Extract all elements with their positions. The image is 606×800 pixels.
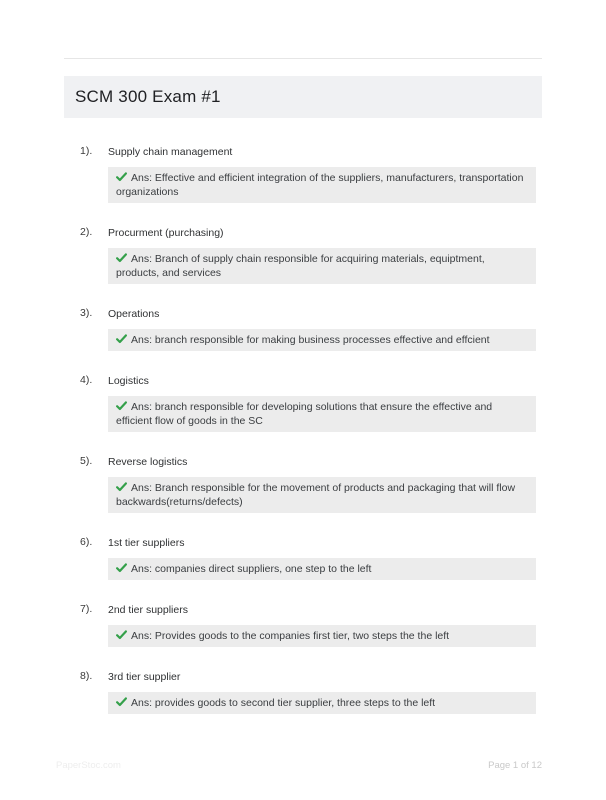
- question-row: [64, 146, 542, 158]
- qa-item: [64, 671, 542, 714]
- divider: [64, 58, 542, 59]
- page-title: SCM 300 Exam #1: [75, 87, 221, 106]
- qa-item: [64, 537, 542, 580]
- check-icon: [116, 172, 127, 182]
- qa-item: [64, 604, 542, 647]
- check-icon: [116, 253, 127, 263]
- question-number: 6).: [80, 535, 93, 548]
- answer-box: [108, 329, 536, 351]
- question-text: 1st tier suppliers: [108, 537, 185, 549]
- watermark: PaperStoc.com: [56, 760, 121, 771]
- document-title-block: [64, 76, 542, 118]
- answer-text: Ans: branch responsible for developing solutions that ensure the effective and efficient flow of goods in the SC: [116, 401, 493, 427]
- check-icon: [116, 334, 127, 344]
- answer-text: Ans: Branch responsible for the movement of products and packaging that will flow backwards(returns/defects): [116, 482, 516, 508]
- answer-box: [108, 692, 536, 714]
- answer-text: Ans: provides goods to second tier supplier, three steps to the left: [131, 697, 436, 709]
- question-text: Supply chain management: [108, 146, 233, 158]
- answer-text: Ans: Branch of supply chain responsible for acquiring materials, equiptment, products, and services: [116, 253, 485, 279]
- question-row: [64, 671, 542, 683]
- question-row: [64, 604, 542, 616]
- check-icon: [116, 563, 127, 573]
- answer-text: Ans: branch responsible for making business processes effective and effcient: [131, 334, 490, 346]
- question-number: 8).: [80, 669, 93, 682]
- answer-box: [108, 396, 536, 432]
- answer-text: Ans: Provides goods to the companies first tier, two steps the the left: [131, 630, 450, 642]
- page-footer: [0, 760, 606, 771]
- question-number: 5).: [80, 454, 93, 467]
- question-text: Operations: [108, 308, 160, 320]
- page-number: Page 1 of 12: [488, 760, 542, 771]
- qa-item: [64, 146, 542, 203]
- question-text: Reverse logistics: [108, 456, 188, 468]
- answer-box: [108, 477, 536, 513]
- check-icon: [116, 401, 127, 411]
- question-text: 2nd tier suppliers: [108, 604, 188, 616]
- qa-item: [64, 308, 542, 351]
- answer-box: [108, 625, 536, 647]
- qa-item: [64, 375, 542, 432]
- question-text: Logistics: [108, 375, 149, 387]
- check-icon: [116, 482, 127, 492]
- question-text: 3rd tier supplier: [108, 671, 181, 683]
- question-row: [64, 227, 542, 239]
- question-row: [64, 375, 542, 387]
- question-number: 7).: [80, 602, 93, 615]
- answer-box: [108, 248, 536, 284]
- answer-box: [108, 558, 536, 580]
- answer-text: Ans: Effective and efficient integration of the suppliers, manufacturers, transportation organizations: [116, 172, 524, 198]
- question-number: 1).: [80, 144, 93, 157]
- question-number: 2).: [80, 225, 93, 238]
- question-number: 4).: [80, 373, 93, 386]
- answer-text: Ans: companies direct suppliers, one step to the left: [131, 563, 372, 575]
- check-icon: [116, 697, 127, 707]
- question-row: [64, 537, 542, 549]
- qa-item: [64, 227, 542, 284]
- question-text: Procurment (purchasing): [108, 227, 224, 239]
- question-number: 3).: [80, 306, 93, 319]
- check-icon: [116, 630, 127, 640]
- qa-item: [64, 456, 542, 513]
- answer-box: [108, 167, 536, 203]
- qa-list: [64, 146, 542, 714]
- question-row: [64, 308, 542, 320]
- question-row: [64, 456, 542, 468]
